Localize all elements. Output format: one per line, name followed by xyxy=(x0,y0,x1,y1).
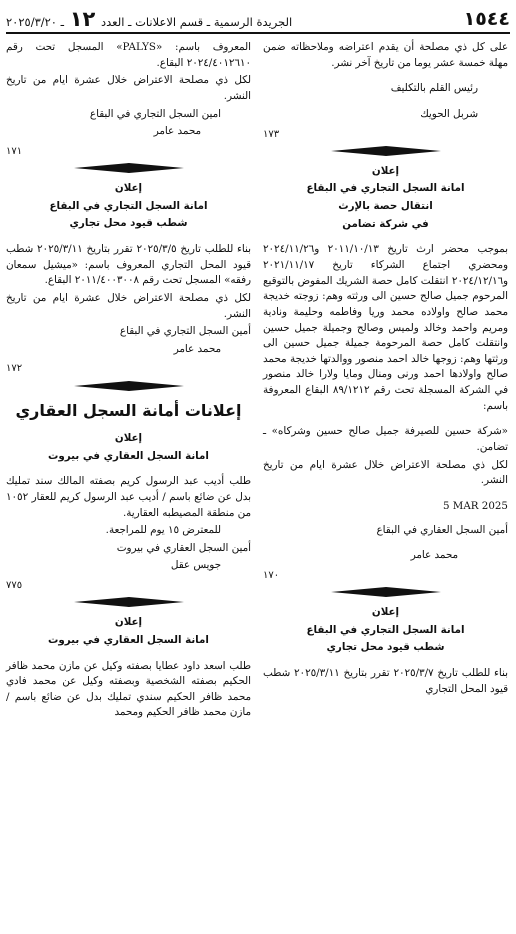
notice-number: ١٧٣ xyxy=(263,128,280,140)
objection-text: لكل ذي مصلحة الاعتراض خلال عشرة ايام من تاريخ النشر. xyxy=(6,291,251,320)
notice-title: إعلان xyxy=(371,606,400,619)
notice-subheading: انتقال حصة بالإرث xyxy=(338,200,433,213)
objection-period: للمعترض ١٥ يوم للمراجعة. xyxy=(105,524,221,537)
ornament-divider xyxy=(331,587,441,597)
notice-heading: امانة السجل العقاري في بيروت xyxy=(48,449,209,462)
notice-heading: امانة السجل التجاري في البقاع xyxy=(306,182,465,195)
notice-body: طلب أديب عبد الرسول كريم بصفته المالك سند تمليك بدل عن ضائع باسم / أديب عبد الرسول كريم للعقار ١٠٥٢ من منطقة المصيطبه العقارية. xyxy=(6,475,251,519)
notice-title: إعلان xyxy=(114,616,143,629)
page-header xyxy=(6,8,510,30)
objection-text: لكل ذي مصلحة الاعتراض خلال عشرة ايام من تاريخ النشر. xyxy=(263,458,508,487)
notice-title: إعلان xyxy=(114,182,143,195)
notice-number: ١٧٢ xyxy=(6,363,23,375)
signature-role: امين السجل التجاري في البقاع xyxy=(89,107,221,120)
signature-role: أمين السجل التجاري في البقاع xyxy=(119,325,251,338)
signature-role: أمين السجل العقاري في بيروت xyxy=(116,541,251,554)
notice-text: المعروف باسم: «PALYS» المسجل تحت رقم ٢٠٢٤/٤٠١٢٦١٠ البقاع. xyxy=(6,41,251,69)
notice-text: على كل ذي مصلحة أن يقدم اعتراضه وملاحظاته ضمن مهلة خمسة عشر يوما من تاريخ آخر نشر. xyxy=(263,41,508,69)
notice-number: ١٧١ xyxy=(6,145,23,157)
ornament-divider xyxy=(74,597,184,607)
notice-body: بناء للطلب تاريخ ٢٠٢٥/٣/٧ تقرر بتاريخ ٢٠٢٥/٣/١١ شطب قيود المحل التجاري xyxy=(263,666,508,695)
issue-number: ١٢ xyxy=(69,7,96,31)
ornament-divider xyxy=(331,146,441,156)
notice-subheading: شطب قيود محل تجاري xyxy=(326,641,445,654)
right-column xyxy=(263,40,508,699)
notice-title: إعلان xyxy=(371,164,400,177)
signature-name: محمد عامر xyxy=(410,549,458,562)
notice-title: إعلان xyxy=(114,431,143,444)
left-column xyxy=(6,40,251,723)
notice-number: ٧٧٥ xyxy=(6,580,23,592)
signature-name: شربل الحويك xyxy=(420,107,478,120)
page-number: ١٥٤٤ xyxy=(463,8,510,30)
section-heading: إعلانات أمانة السجل العقاري xyxy=(15,400,242,420)
objection-text: لكل ذي مصلحة الاعتراض خلال عشرة ايام من تاريخ النشر. xyxy=(6,74,251,102)
ornament-divider xyxy=(74,163,184,173)
notice-body: طلب اسعد داود عطايا بصفته وكيل عن مازن محمد ظافر الحكيم بصفته الشخصية وبصفته وكيل عن محمد فادي محمد ظافر الحكيم سندي تمليك بدل عن ضائع باسم / مازن محمد ظافر الحكيم ومحمد xyxy=(6,659,251,719)
notice-body: بناء للطلب تاريخ ٢٠٢٥/٣/٥ تقرر بتاريخ ٢٠٢٥/٣/١١ شطب قيود المحل التجاري المعروف باسم: «ميشيل سمعان رفقه» المسجل تحت رقم ٢٠١١/٤٠٠٣٠٠٨ البقاع. xyxy=(6,242,251,287)
header-rule xyxy=(6,32,510,34)
company-name: «شركة حسين للصيرفة جميل صالح حسين وشركاه» ـ تضامن. xyxy=(263,425,508,453)
signature-name: محمد عامر xyxy=(173,342,221,355)
ornament-divider xyxy=(74,381,184,391)
notice-body: بموجب محضر ارث تاريخ ٢٠١١/١٠/١٣ و٢٠٢٤/١١/٢٦ ومحضري اجتماع الشركاء تاريخ ٢٠٢١/١١/١٧ و٢٠٢٤/١٢/١٦ انتقلت كامل حصة الشريك المفوض بالتوقيع المرحوم جميل صالح حسين الى ورثته وهم: زوجته خديجة محمد صالح واولاده محمد وريا وفاطمه وحليمة ونادية ومريم واحمد وخالد ولميس وصالح وجميلة جميل حسين وانتقلت كامل حصة المرحومة جميلة جميل حسين الى ورثتها وهم: زوجها خالد احمد منصور ووالدتها خديجة محمد صالح واولادها احمد ورنى ومنال ومايا ولارا خالد منصور في الشركة المسجلة تحت رقم ٨٩/١٢١٢ البقاع المعروفة باسم: xyxy=(263,243,508,412)
notice-heading: امانة السجل العقاري في بيروت xyxy=(48,633,209,646)
stamp-date: 5 MAR 2025 xyxy=(442,499,508,512)
signature-name: محمد عامر xyxy=(153,125,201,138)
notice-heading: امانة السجل التجاري في البقاع xyxy=(306,623,465,636)
header-title xyxy=(6,7,292,31)
signature-role: رئيس القلم بالتكليف xyxy=(390,82,478,95)
header-title-text: الجريدة الرسمية ـ قسم الاعلانات ـ العدد xyxy=(100,15,293,29)
notice-subheading: في شركة تضامن xyxy=(342,217,429,230)
notice-heading: امانة السجل التجاري في البقاع xyxy=(49,199,208,212)
signature-role: أمين السجل العقاري في البقاع xyxy=(376,523,508,536)
header-date: ـ ٢٠٢٥/٣/٢٠ xyxy=(6,15,65,29)
notice-subheading: شطب قيود محل تجاري xyxy=(69,217,188,230)
signature-name: جويس عقل xyxy=(170,559,221,572)
notice-number: ١٧٠ xyxy=(263,569,280,581)
